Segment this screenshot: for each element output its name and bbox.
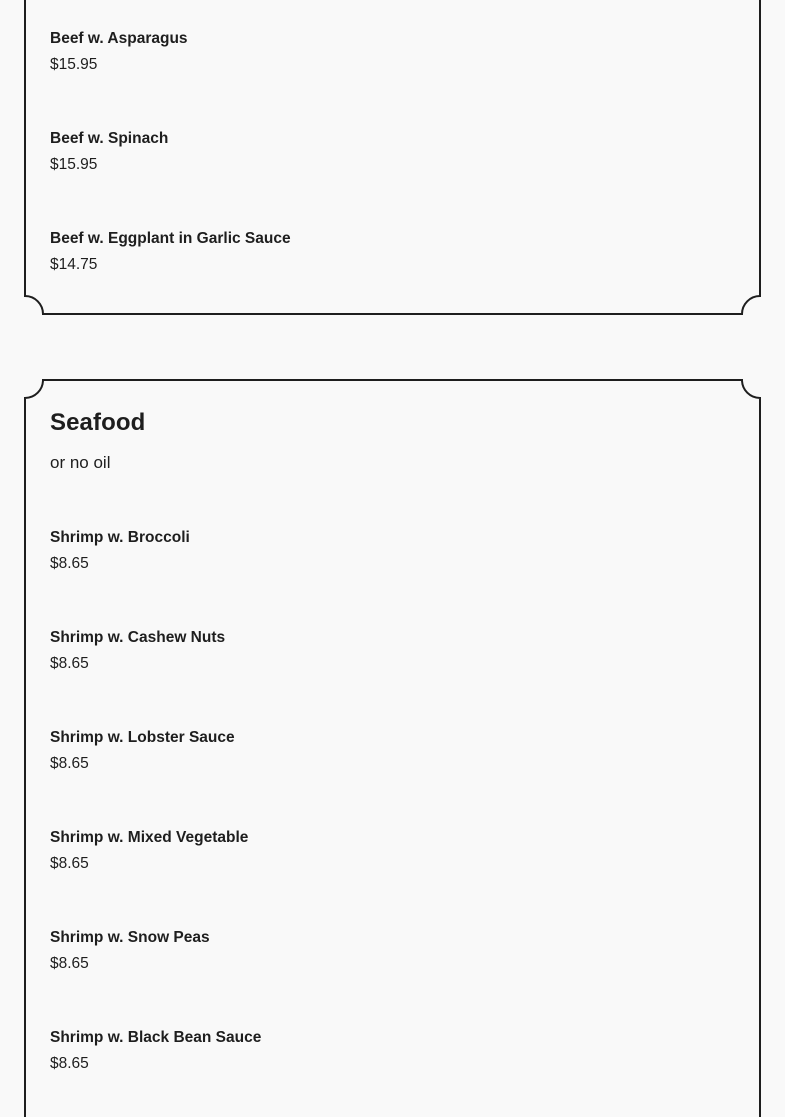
item-name: Beef w. Eggplant in Garlic Sauce: [50, 230, 291, 247]
menu-item[interactable]: [50, 130, 735, 230]
section-title: Seafood: [50, 409, 146, 436]
item-name: Beef w. Asparagus: [50, 30, 188, 47]
menu-item[interactable]: [50, 529, 735, 629]
item-price: $14.75: [50, 256, 98, 273]
item-name: Shrimp w. Lobster Sauce: [50, 729, 235, 746]
item-price: $8.65: [50, 1055, 89, 1072]
item-price: $15.95: [50, 156, 98, 173]
menu-item[interactable]: [50, 629, 735, 729]
item-name: Shrimp w. Mixed Vegetable: [50, 829, 249, 846]
menu-item[interactable]: [50, 230, 735, 330]
item-name: Shrimp w. Cashew Nuts: [50, 629, 226, 646]
menu-item[interactable]: [50, 30, 735, 130]
section-note: or no oil: [50, 453, 111, 472]
item-name: Shrimp w. Snow Peas: [50, 929, 210, 946]
menu-section-beef: [24, 0, 761, 315]
item-price: $8.65: [50, 655, 89, 672]
menu-item[interactable]: [50, 729, 735, 829]
menu-item[interactable]: [50, 929, 735, 1029]
menu-item[interactable]: [50, 1029, 735, 1117]
item-price: $8.65: [50, 555, 89, 572]
item-price: $8.65: [50, 855, 89, 872]
item-name: Beef w. Spinach: [50, 130, 169, 147]
menu-section-seafood: [24, 379, 761, 1117]
menu-item[interactable]: [50, 829, 735, 929]
item-price: $15.95: [50, 56, 98, 73]
item-name: Shrimp w. Black Bean Sauce: [50, 1029, 262, 1046]
item-name: Shrimp w. Broccoli: [50, 529, 190, 546]
item-price: $8.65: [50, 955, 89, 972]
item-price: $8.65: [50, 755, 89, 772]
